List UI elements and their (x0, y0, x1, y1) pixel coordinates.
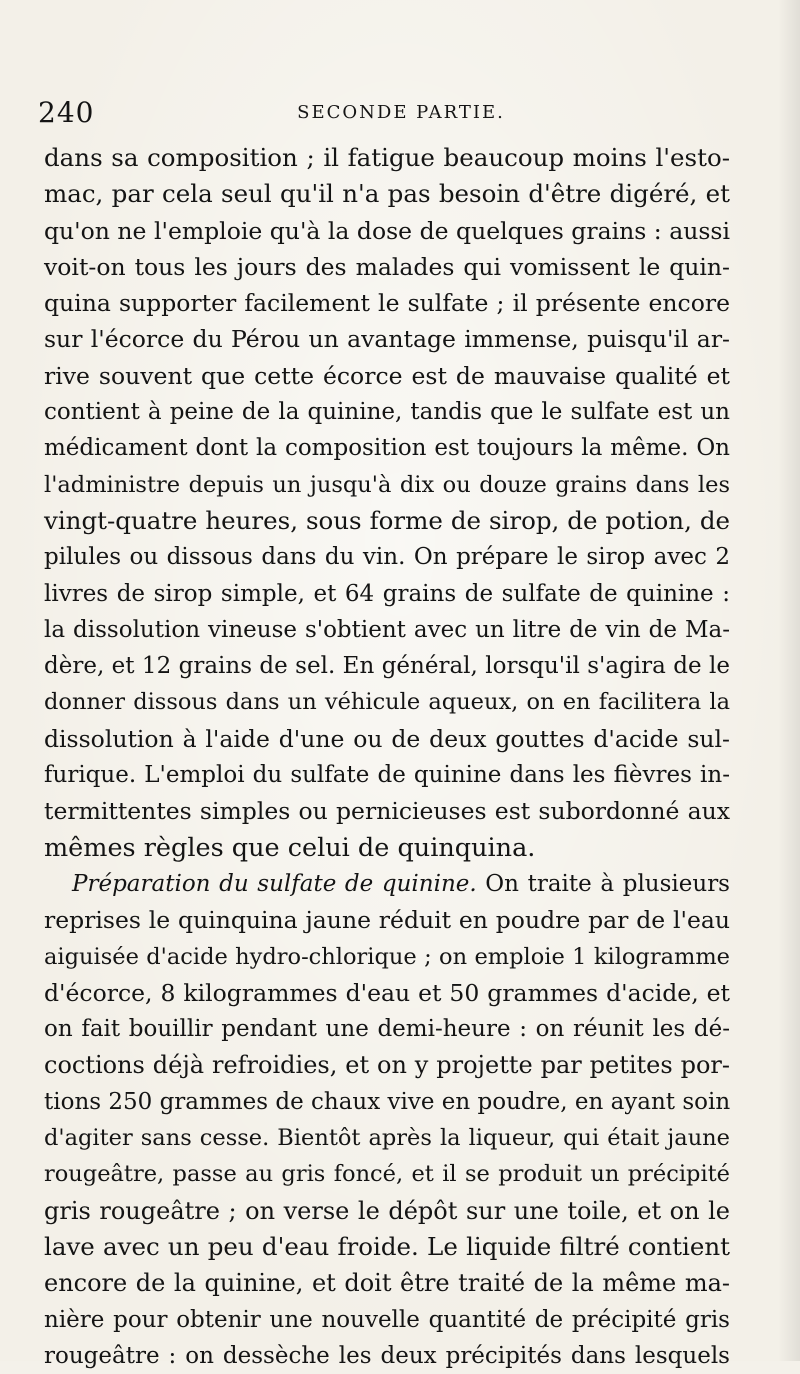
text-line: pilules ou dissous dans du vin. On prépare le sirop avec 2 (44, 544, 730, 571)
text-line: d'agiter sans cesse. Bientôt après la liqueur, qui était jaune (44, 1125, 730, 1152)
text-line: furique. L'emploi du sulfate de quinine dans les fièvres in- (44, 762, 730, 789)
text-line: encore de la quinine, et doit être traité de la même ma- (44, 1269, 730, 1298)
body-text (44, 140, 730, 1374)
text-line: médicament dont la composition est toujours la même. On (44, 435, 730, 462)
text-line: dans sa composition ; il fatigue beaucoup moins l'esto- (44, 143, 730, 172)
section-heading: Préparation du sulfate de quinine. (72, 870, 477, 897)
text-line: sur l'écorce du Pérou un avantage immense, puisqu'il ar- (44, 325, 730, 354)
text-line: contient à peine de la quinine, tandis que le sulfate est un (44, 399, 730, 426)
running-head: SECONDE PARTIE. (297, 102, 505, 123)
text-line: vingt-quatre heures, sous forme de sirop, de potion, de (44, 505, 730, 535)
text-line: tions 250 grammes de chaux vive en poudre, en ayant soin (44, 1088, 731, 1115)
text-line: gris rougeâtre ; on verse le dépôt sur une toile, et on le (44, 1196, 730, 1225)
text-line: d'écorce, 8 kilogrammes d'eau et 50 grammes d'acide, et (44, 978, 730, 1007)
text-line: dère, et 12 grains de sel. En général, lorsqu'il s'agira de le (44, 653, 730, 680)
text-line: dissolution à l'aide d'une ou de deux gouttes d'acide sul- (44, 724, 730, 753)
heading-line-rest: On traite à plusieurs (476, 870, 730, 897)
text-line: lave avec un peu d'eau froide. Le liquide filtré contient (44, 1231, 730, 1261)
page-header (36, 96, 766, 132)
text-line: la dissolution vineuse s'obtient avec un litre de vin de Ma- (44, 616, 730, 643)
text-line: on fait bouillir pendant une demi-heure : on réunit les dé- (44, 1016, 730, 1043)
text-line: mêmes règles que celui de quinquina. (44, 832, 536, 863)
text-line: voit-on tous les jours des malades qui vomissent le quin- (44, 252, 730, 281)
text-line: qu'on ne l'emploie qu'à la dose de quelques grains : aussi (44, 216, 730, 245)
page-edge-shadow (778, 0, 800, 1361)
text-line: rougeâtre, passe au gris foncé, et il se produit un précipité (44, 1161, 730, 1188)
text-line: rive souvent que cette écorce est de mauvaise qualité et (44, 361, 730, 390)
text-line: coctions déjà refroidies, et on y projette par petites por- (44, 1051, 730, 1080)
text-line (44, 866, 730, 902)
text-line: reprises le quinquina jaune réduit en poudre par de l'eau (44, 906, 730, 935)
text-line: nière pour obtenir une nouvelle quantité de précipité gris (44, 1306, 730, 1333)
paragraph-1 (44, 140, 730, 866)
text-line: quina supporter facilement le sulfate ; il présente encore (44, 289, 730, 318)
text-line: l'administre depuis un jusqu'à dix ou douze grains dans les (44, 471, 730, 498)
text-line: donner dissous dans un véhicule aqueux, on en facilitera la (44, 689, 730, 716)
text-line: termittentes simples ou pernicieuses est subordonné aux (44, 797, 730, 826)
page-number: 240 (38, 96, 95, 129)
text-line: livres de sirop simple, et 64 grains de sulfate de quinine : (44, 580, 730, 607)
paragraph-2 (44, 866, 730, 1374)
text-line: aiguisée d'acide hydro-chlorique ; on emploie 1 kilogramme (44, 943, 730, 970)
text-line: rougeâtre : on dessèche les deux précipités dans lesquels (44, 1342, 730, 1369)
text-line: mac, par cela seul qu'il n'a pas besoin d'être digéré, et (44, 179, 730, 209)
